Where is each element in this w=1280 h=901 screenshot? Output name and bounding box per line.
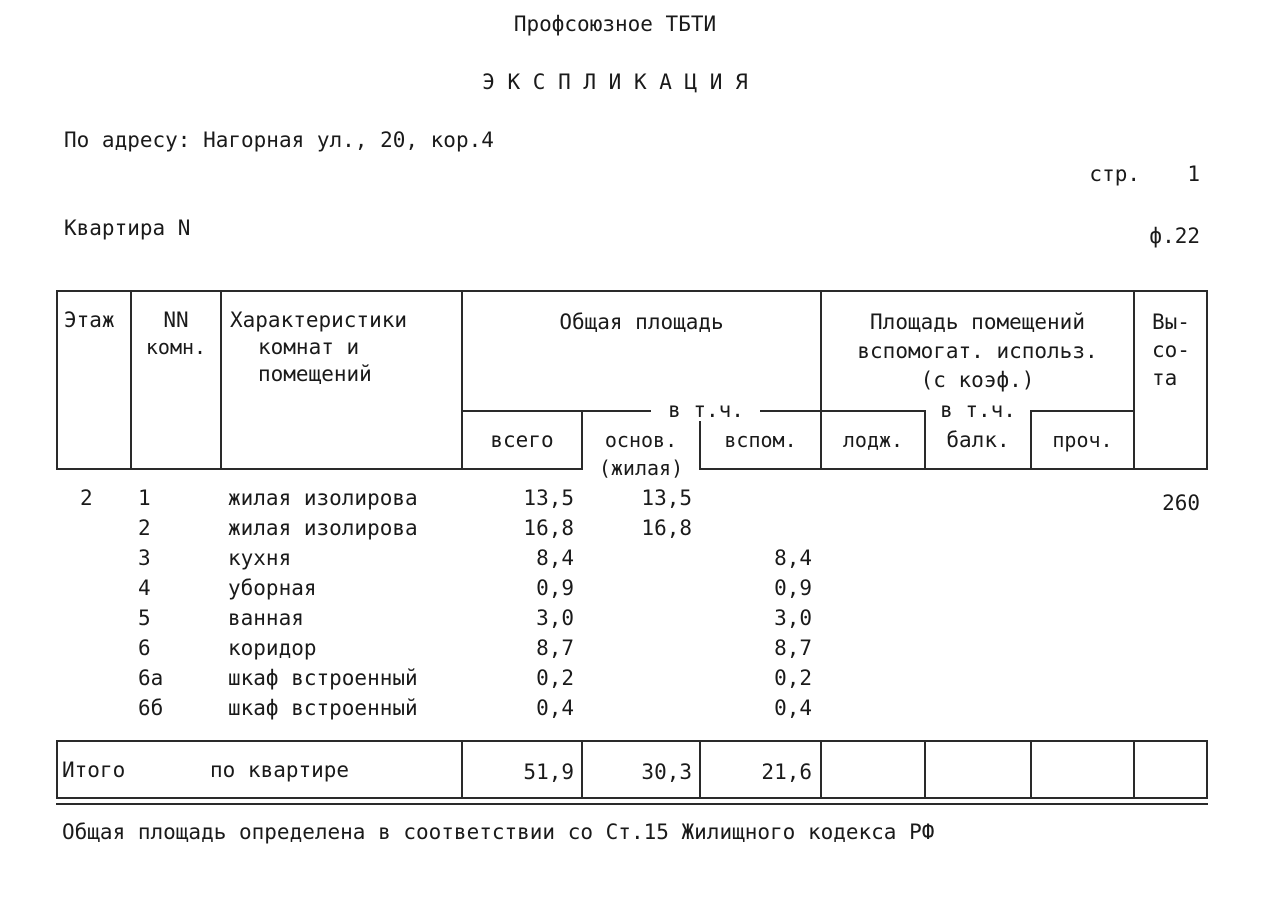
summary-border-left [56, 740, 58, 799]
room-total: 0,4 [536, 696, 574, 720]
room-total: 0,2 [536, 666, 574, 690]
organization-name: Профсоюзное ТБТИ [513, 12, 717, 36]
summary-divider [581, 740, 583, 799]
room-number: 5 [138, 606, 151, 630]
column-incl-2: в т.ч. [926, 400, 1030, 421]
room-aux: 3,0 [774, 606, 812, 630]
column-aux: вспом. [724, 428, 797, 452]
room-number: 6 [138, 636, 151, 660]
column-room-no-1: NN [163, 308, 189, 332]
room-aux: 8,7 [774, 636, 812, 660]
column-aux-area-2: вспомогат. использ. [857, 339, 1098, 363]
summary-label: Итого [62, 758, 126, 782]
column-aux-area-1: Площадь помещений [870, 310, 1085, 334]
subheader-line [461, 410, 651, 412]
column-incl: в т.ч. [652, 400, 760, 421]
summary-border-right [1206, 740, 1208, 799]
address-line [64, 130, 494, 151]
summary-label-apartment: по квартире [210, 758, 350, 782]
floor-value: 2 [80, 486, 93, 510]
column-balcony: балк. [946, 428, 1010, 452]
column-desc-3: помещений [258, 362, 372, 386]
room-aux: 0,4 [774, 696, 812, 720]
column-aux-area-3: (с коэф.) [920, 368, 1035, 392]
room-main: 16,8 [641, 516, 692, 540]
column-total: всего [490, 428, 554, 452]
header-border-right [1206, 290, 1208, 470]
form-number: ф.22 [1149, 224, 1200, 248]
room-number: 6а [138, 666, 164, 690]
room-number: 6б [138, 696, 164, 720]
column-main-2: (жилая) [583, 458, 699, 478]
summary-top-border [56, 740, 1208, 742]
room-description: жилая изолирова [228, 516, 418, 540]
room-description: шкаф встроенный [228, 666, 418, 690]
summary-aux: 21,6 [761, 760, 812, 784]
column-height-2: со- [1152, 338, 1190, 362]
header-border-left [56, 290, 58, 470]
room-number: 2 [138, 516, 151, 540]
page-label: стр. [1089, 162, 1140, 186]
room-main: 13,5 [641, 486, 692, 510]
apartment-label: Квартира N [64, 216, 191, 240]
column-desc-2: комнат и [258, 335, 360, 359]
table-top-border [56, 290, 1208, 292]
summary-total: 51,9 [523, 760, 574, 784]
room-description: кухня [228, 546, 292, 570]
column-room-no-2: комн. [145, 335, 207, 359]
room-total: 3,0 [536, 606, 574, 630]
column-main-1: основ. [604, 428, 678, 452]
room-number: 3 [138, 546, 151, 570]
room-description: ванная [228, 606, 304, 630]
address-label: По адресу: [64, 128, 191, 152]
column-desc-1: Характеристики [230, 308, 408, 332]
summary-divider [1133, 740, 1135, 799]
page-number: 1 [1187, 162, 1200, 186]
summary-divider [1030, 740, 1032, 799]
column-height-1: Вы- [1152, 310, 1190, 334]
height-value: 260 [1162, 491, 1200, 515]
room-total: 8,4 [536, 546, 574, 570]
summary-divider [924, 740, 926, 799]
room-number: 4 [138, 576, 151, 600]
summary-divider [461, 740, 463, 799]
room-description: шкаф встроенный [228, 696, 418, 720]
room-aux: 8,4 [774, 546, 812, 570]
room-aux: 0,9 [774, 576, 812, 600]
header-divider [1133, 290, 1135, 470]
column-other: проч. [1052, 428, 1113, 452]
room-total: 8,7 [536, 636, 574, 660]
column-height-3: та [1152, 366, 1178, 390]
room-description: жилая изолирова [228, 486, 418, 510]
header-divider [220, 290, 222, 470]
room-description: уборная [228, 576, 317, 600]
summary-main: 30,3 [641, 760, 692, 784]
column-loggia: лодж. [842, 428, 904, 452]
room-total: 13,5 [523, 486, 574, 510]
footer-note: Общая площадь определена в соответствии со Ст.15 Жилищного кодекса РФ [62, 820, 935, 844]
document-title: Э К С П Л И К А Ц И Я [482, 70, 748, 94]
room-total: 0,9 [536, 576, 574, 600]
summary-divider [699, 740, 701, 799]
room-total: 16,8 [523, 516, 574, 540]
address-value: Нагорная ул., 20, кор.4 [203, 128, 494, 152]
room-aux: 0,2 [774, 666, 812, 690]
room-description: коридор [228, 636, 317, 660]
summary-double-border [56, 803, 1208, 805]
column-floor: Этаж [64, 308, 115, 332]
summary-bottom-border [56, 797, 1208, 799]
room-number: 1 [138, 486, 151, 510]
summary-divider [820, 740, 822, 799]
column-total-area: Общая площадь [559, 310, 724, 334]
